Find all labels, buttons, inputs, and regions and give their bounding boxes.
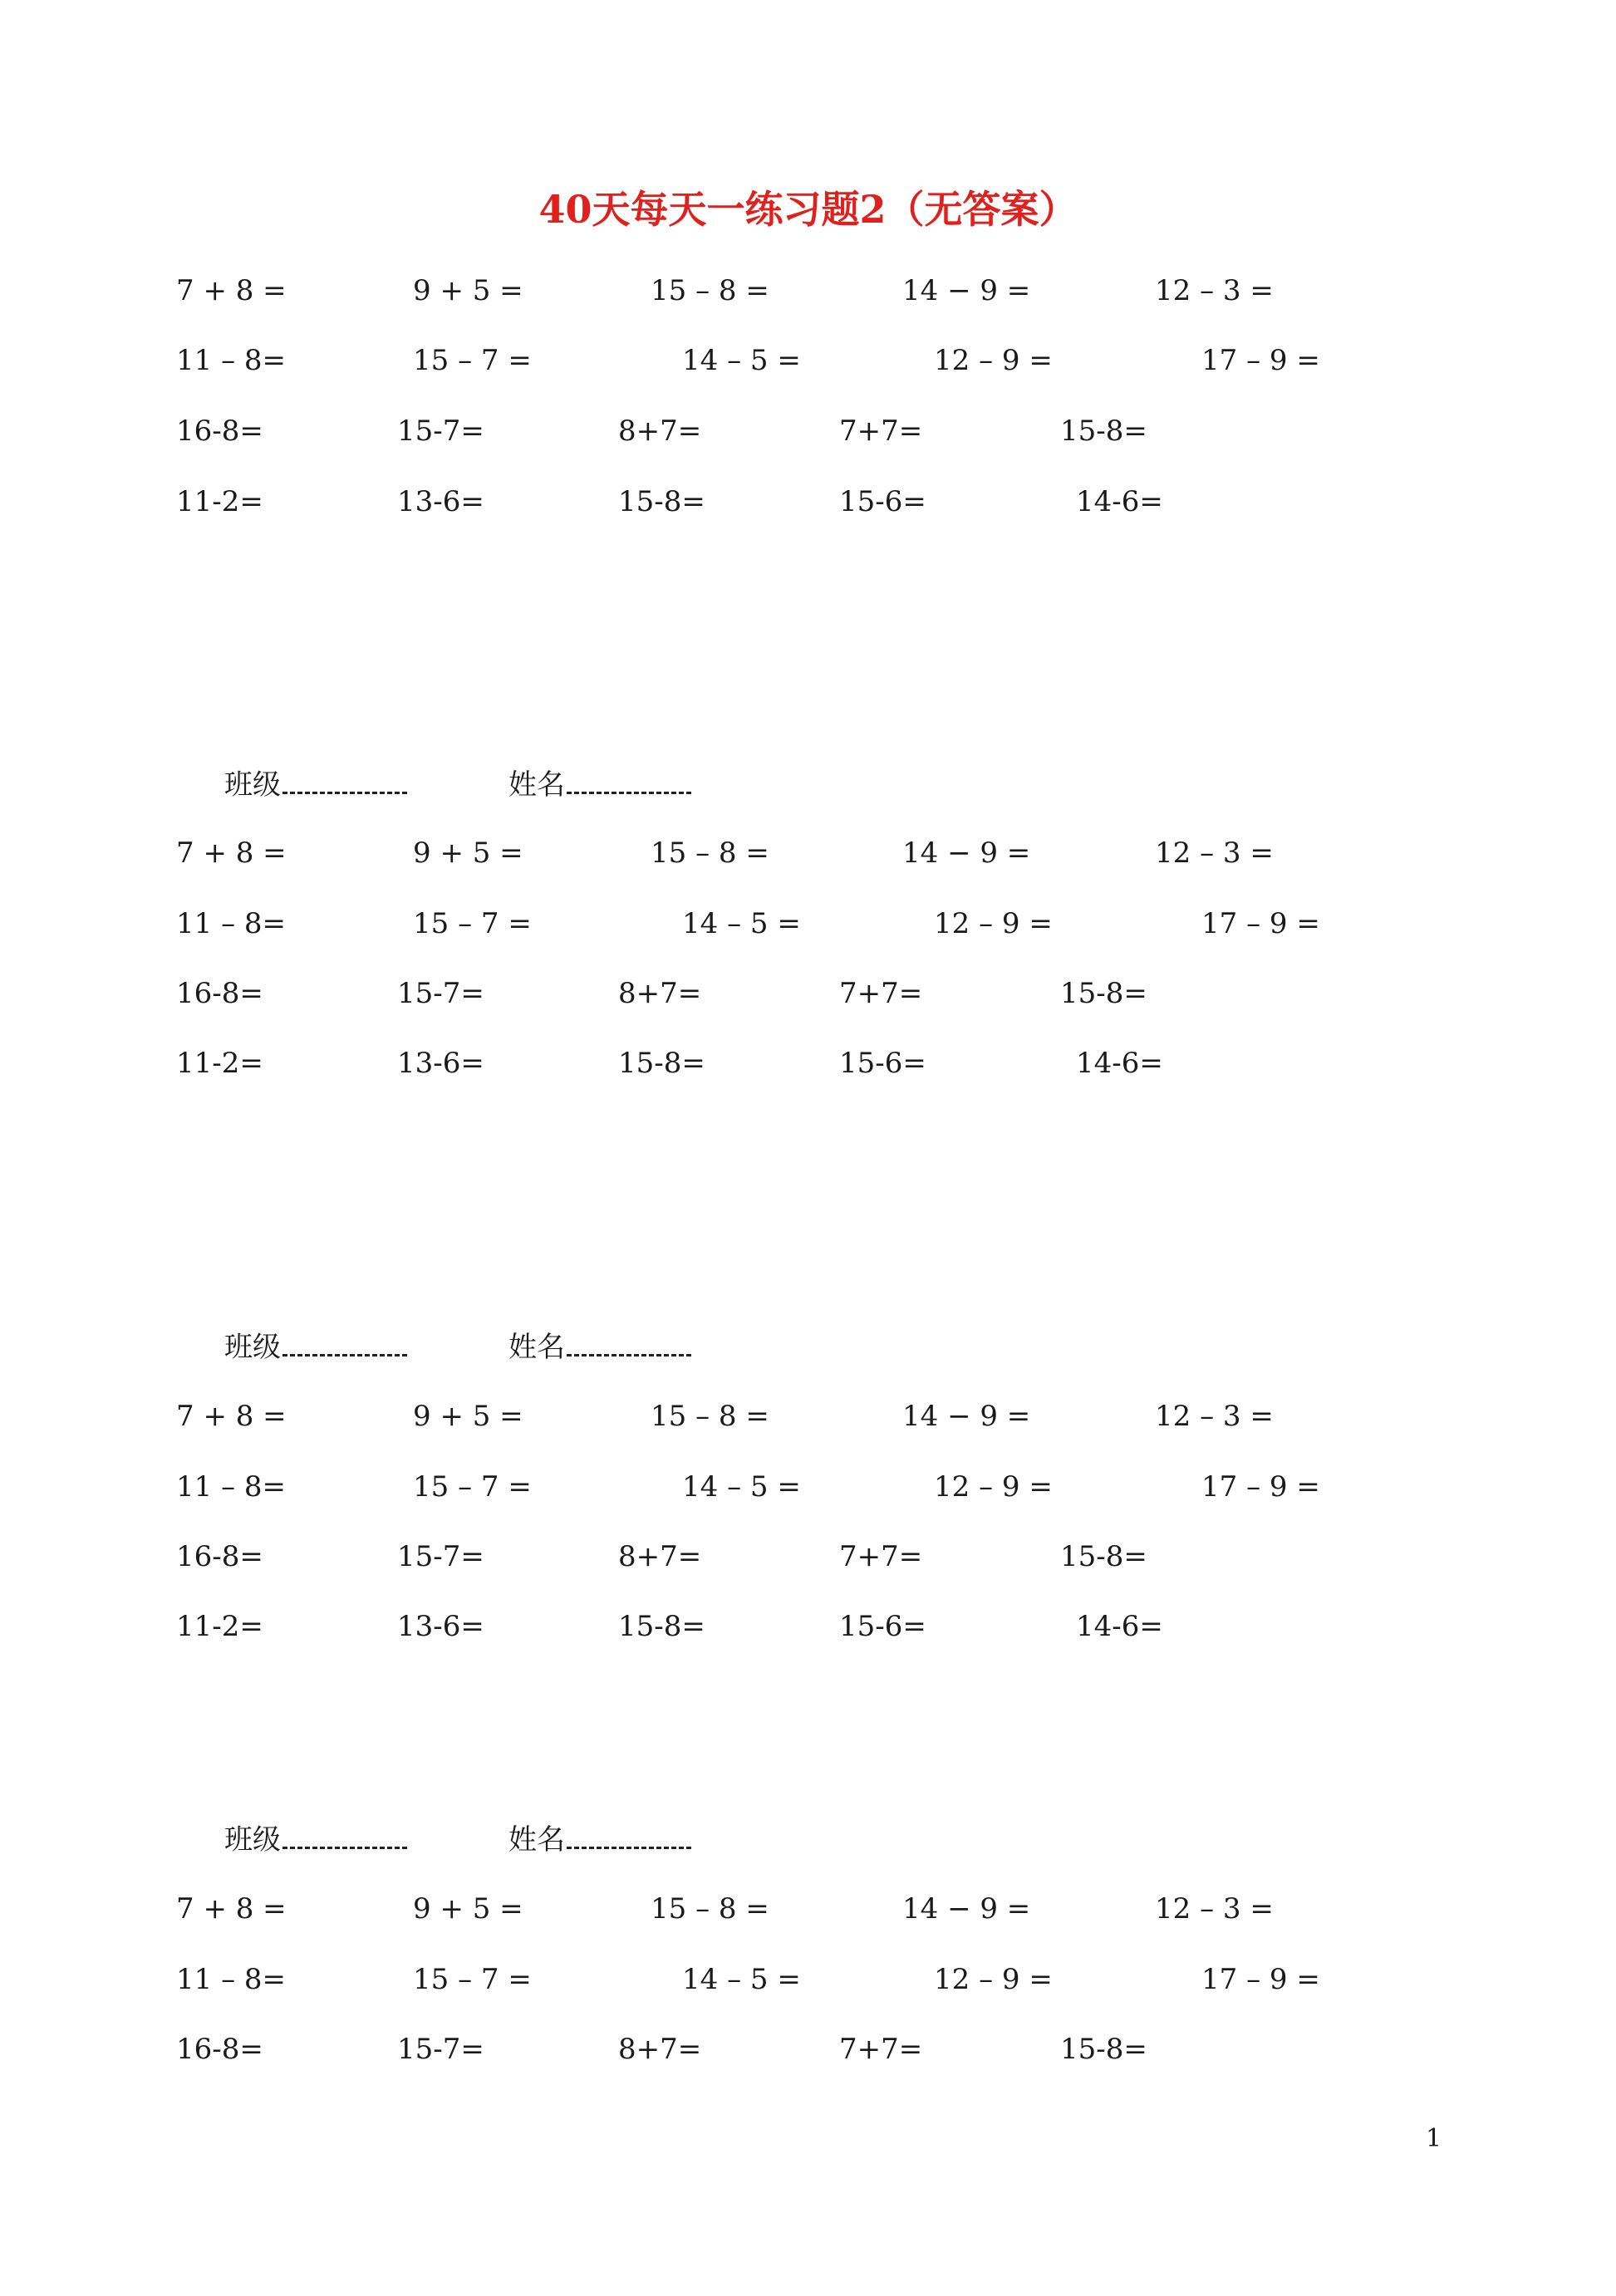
math-problem: 12 – 3 = [1155, 1400, 1274, 1433]
math-problem: 15-6= [839, 1047, 926, 1080]
name-field-blank-line[interactable] [567, 1842, 691, 1849]
class-field-blank-line[interactable] [282, 1842, 407, 1849]
math-problem: 15-8= [618, 1047, 705, 1080]
math-problem: 12 – 9 = [934, 907, 1053, 940]
math-problem: 15 – 7 = [413, 1963, 532, 1996]
math-problem: 7 + 8 = [176, 1892, 287, 1926]
math-problem: 15-7= [397, 2033, 484, 2066]
name-field-label: 姓名 [508, 1823, 565, 1857]
math-problem: 15-8= [1060, 977, 1147, 1010]
math-problem: 17 – 9 = [1201, 907, 1320, 940]
math-problem: 15-6= [839, 485, 926, 518]
math-problem: 15 – 8 = [651, 1892, 769, 1926]
math-problem: 17 – 9 = [1201, 344, 1320, 377]
math-problem: 7+7= [839, 2033, 923, 2066]
class-field [224, 1329, 407, 1366]
math-problem: 14 – 5 = [682, 344, 801, 377]
math-problem: 11-2= [176, 1610, 263, 1643]
math-problem: 15-8= [1060, 1540, 1147, 1573]
math-problem: 16-8= [176, 1540, 263, 1573]
math-problem: 14 − 9 = [902, 1400, 1031, 1433]
math-problem: 15 – 8 = [651, 1400, 769, 1433]
class-field [224, 1822, 407, 1858]
name-field [508, 1822, 691, 1858]
math-problem: 7+7= [839, 415, 923, 448]
math-problem: 8+7= [618, 415, 702, 448]
math-problem: 11 – 8= [176, 344, 286, 377]
math-problem: 15 – 7 = [413, 344, 532, 377]
math-problem: 7 + 8 = [176, 836, 287, 870]
math-problem: 11-2= [176, 1047, 263, 1080]
math-problem: 7 + 8 = [176, 274, 287, 307]
name-field-label: 姓名 [508, 1331, 565, 1364]
math-problem: 9 + 5 = [413, 836, 523, 870]
math-problem: 14 − 9 = [902, 1892, 1031, 1926]
class-field-label: 班级 [224, 1823, 281, 1857]
math-problem: 15 – 8 = [651, 836, 769, 870]
math-problem: 15 – 7 = [413, 907, 532, 940]
math-problem: 12 – 9 = [934, 1963, 1053, 1996]
math-problem: 11 – 8= [176, 1470, 286, 1504]
math-problem: 12 – 9 = [934, 1470, 1053, 1504]
math-problem: 14-6= [1076, 1610, 1163, 1643]
math-problem: 12 – 9 = [934, 344, 1053, 377]
name-field-label: 姓名 [508, 768, 565, 802]
math-problem: 15 – 8 = [651, 274, 769, 307]
name-field [508, 1329, 691, 1366]
page-title: 40天每天一练习题2（无答案） [538, 187, 1078, 232]
class-field-label: 班级 [224, 768, 281, 802]
math-problem: 14 – 5 = [682, 1470, 801, 1504]
class-field-label: 班级 [224, 1331, 281, 1364]
math-problem: 9 + 5 = [413, 1892, 523, 1926]
name-field [508, 767, 691, 803]
math-problem: 16-8= [176, 2033, 263, 2066]
math-problem: 9 + 5 = [413, 274, 523, 307]
name-field-blank-line[interactable] [567, 787, 691, 794]
math-problem: 17 – 9 = [1201, 1963, 1320, 1996]
math-problem: 14 – 5 = [682, 907, 801, 940]
math-problem: 14 − 9 = [902, 836, 1031, 870]
class-field-blank-line[interactable] [282, 1349, 407, 1357]
page-number: 1 [1426, 2124, 1442, 2153]
math-problem: 12 – 3 = [1155, 274, 1274, 307]
math-problem: 14-6= [1076, 485, 1163, 518]
math-problem: 15-8= [1060, 2033, 1147, 2066]
math-problem: 7+7= [839, 1540, 923, 1573]
math-problem: 7 + 8 = [176, 1400, 287, 1433]
math-problem: 15-7= [397, 415, 484, 448]
math-problem: 15-6= [839, 1610, 926, 1643]
math-problem: 15 – 7 = [413, 1470, 532, 1504]
class-field-blank-line[interactable] [282, 787, 407, 794]
math-problem: 14-6= [1076, 1047, 1163, 1080]
math-problem: 14 − 9 = [902, 274, 1031, 307]
math-problem: 14 – 5 = [682, 1963, 801, 1996]
math-problem: 8+7= [618, 1540, 702, 1573]
math-problem: 9 + 5 = [413, 1400, 523, 1433]
math-problem: 11 – 8= [176, 907, 286, 940]
math-problem: 7+7= [839, 977, 923, 1010]
math-problem: 13-6= [397, 1610, 484, 1643]
name-field-blank-line[interactable] [567, 1349, 691, 1357]
math-problem: 13-6= [397, 1047, 484, 1080]
math-problem: 15-8= [1060, 415, 1147, 448]
math-problem: 11 – 8= [176, 1963, 286, 1996]
math-problem: 8+7= [618, 977, 702, 1010]
class-field [224, 767, 407, 803]
math-problem: 15-7= [397, 977, 484, 1010]
math-problem: 16-8= [176, 415, 263, 448]
math-problem: 12 – 3 = [1155, 836, 1274, 870]
math-problem: 12 – 3 = [1155, 1892, 1274, 1926]
math-problem: 8+7= [618, 2033, 702, 2066]
math-problem: 15-7= [397, 1540, 484, 1573]
math-problem: 11-2= [176, 485, 263, 518]
math-problem: 17 – 9 = [1201, 1470, 1320, 1504]
math-problem: 15-8= [618, 485, 705, 518]
math-problem: 15-8= [618, 1610, 705, 1643]
math-problem: 13-6= [397, 485, 484, 518]
math-problem: 16-8= [176, 977, 263, 1010]
